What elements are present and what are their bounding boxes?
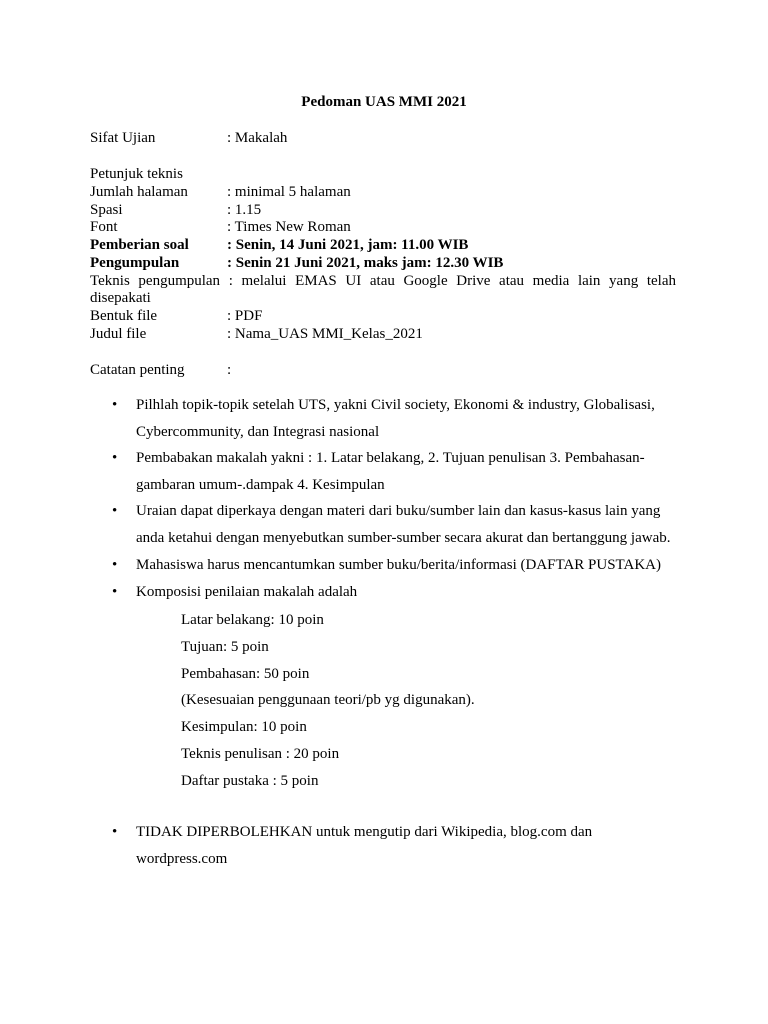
list-item-line: wordpress.com bbox=[136, 851, 228, 867]
judul-file-label: Judul file bbox=[90, 326, 147, 342]
komposisi-item: Teknis penulisan : 20 poin bbox=[181, 746, 340, 762]
list-item-line: Komposisi penilaian makalah adalah bbox=[136, 584, 358, 600]
catatan-penting-value: : bbox=[227, 362, 232, 378]
petunjuk-heading: Petunjuk teknis bbox=[90, 166, 183, 182]
pengumpulan-value: : Senin 21 Juni 2021, maks jam: 12.30 WIB bbox=[227, 255, 504, 271]
bullet-icon: • bbox=[112, 824, 118, 840]
judul-file-value: : Nama_UAS MMI_Kelas_2021 bbox=[227, 326, 423, 342]
bentuk-file-label: Bentuk file bbox=[90, 308, 158, 324]
catatan-penting-label: Catatan penting bbox=[90, 362, 185, 378]
komposisi-item: Pembahasan: 50 poin bbox=[181, 666, 310, 682]
bullet-icon: • bbox=[112, 450, 118, 466]
komposisi-item: Tujuan: 5 poin bbox=[181, 639, 269, 655]
list-item bbox=[136, 392, 681, 446]
komposisi-item: Latar belakang: 10 poin bbox=[181, 612, 324, 628]
komposisi-item: (Kesesuaian penggunaan teori/pb yg digunakan). bbox=[181, 692, 475, 708]
jumlah-halaman-label: Jumlah halaman bbox=[90, 184, 188, 200]
spasi-label: Spasi bbox=[90, 202, 123, 218]
sifat-ujian-label: Sifat Ujian bbox=[90, 130, 156, 146]
bullet-icon: • bbox=[112, 503, 118, 519]
bentuk-file-value: : PDF bbox=[227, 308, 263, 324]
pemberian-soal-value: : Senin, 14 Juni 2021, jam: 11.00 WIB bbox=[227, 237, 469, 253]
teknis-pengumpulan-line2: disepakati bbox=[90, 290, 151, 306]
komposisi-item: Kesimpulan: 10 poin bbox=[181, 719, 307, 735]
list-item-line: Pembabakan makalah yakni : 1. Latar belakang, 2. Tujuan penulisan 3. Pembahasan- bbox=[136, 450, 645, 466]
list-item bbox=[136, 579, 681, 606]
jumlah-halaman-value: : minimal 5 halaman bbox=[227, 184, 351, 200]
komposisi-item: Daftar pustaka : 5 poin bbox=[181, 773, 319, 789]
list-item-line: anda ketahui dengan menyebutkan sumber-sumber secara akurat dan bertanggung jawab. bbox=[136, 530, 671, 546]
list-item-line: gambaran umum-.dampak 4. Kesimpulan bbox=[136, 477, 385, 493]
list-item bbox=[136, 552, 681, 579]
bullet-icon: • bbox=[112, 397, 118, 413]
pengumpulan-label: Pengumpulan bbox=[90, 255, 180, 271]
bullet-icon: • bbox=[112, 584, 118, 600]
sifat-ujian-value: : Makalah bbox=[227, 130, 288, 146]
list-item-line: Uraian dapat diperkaya dengan materi dari buku/sumber lain dan kasus-kasus lain yang bbox=[136, 503, 661, 519]
list-item-line: Pilhlah topik-topik setelah UTS, yakni Civil society, Ekonomi & industry, Globalisasi, bbox=[136, 397, 655, 413]
spasi-value: : 1.15 bbox=[227, 202, 262, 218]
bullet-icon: • bbox=[112, 557, 118, 573]
list-item-line: Cybercommunity, dan Integrasi nasional bbox=[136, 424, 380, 440]
list-item-line: Mahasiswa harus mencantumkan sumber buku/berita/informasi (DAFTAR PUSTAKA) bbox=[136, 557, 662, 573]
font-label: Font bbox=[90, 219, 118, 235]
teknis-pengumpulan-line1: Teknis pengumpulan : melalui EMAS UI atau Google Drive atau media lain yang telah bbox=[90, 273, 676, 289]
font-value: : Times New Roman bbox=[227, 219, 351, 235]
list-item bbox=[136, 819, 681, 873]
list-item-line: TIDAK DIPERBOLEHKAN untuk mengutip dari Wikipedia, blog.com dan bbox=[136, 824, 593, 840]
list-item bbox=[136, 445, 681, 499]
list-item bbox=[136, 498, 681, 552]
pemberian-soal-label: Pemberian soal bbox=[90, 237, 189, 253]
document-title: Pedoman UAS MMI 2021 bbox=[301, 94, 467, 110]
